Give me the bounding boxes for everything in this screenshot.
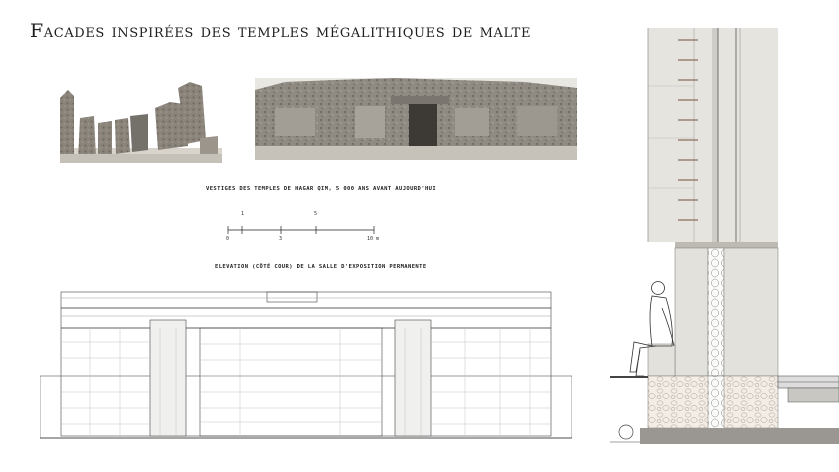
elevation-caption: ELEVATION (CÔTÉ COUR) DE LA SALLE D'EXPOSITION PERMANENTE [215, 264, 427, 270]
photo-caption: VESTIGES DES TEMPLES DE HAGAR QIM, 5 000 ANS AVANT AUJOURD'HUI [206, 186, 437, 192]
scale-bar [225, 220, 385, 240]
facade-elevation-drawing [40, 288, 572, 446]
scale-tick-10m: 10 m [367, 236, 380, 242]
wall-section-drawing [600, 28, 839, 452]
temple-ruins-photo [60, 78, 222, 163]
scale-tick-1: 1 [241, 211, 245, 217]
scale-tick-0: 0 [226, 236, 230, 242]
temple-facade-photo [255, 78, 577, 160]
scale-tick-5: 5 [314, 211, 318, 217]
scale-tick-3: 3 [279, 236, 283, 242]
page-title: Facades inspirées des temples mégalithiques de malte [30, 20, 532, 42]
